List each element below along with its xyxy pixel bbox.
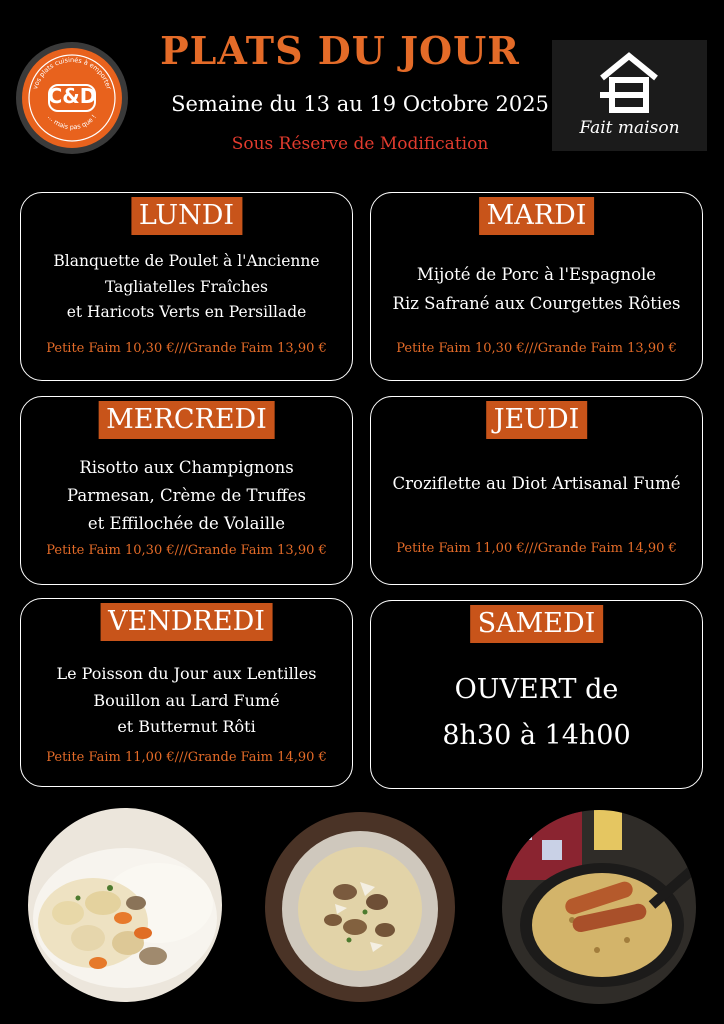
page-title: PLATS DU JOUR — [160, 28, 520, 73]
dish-line: Mijoté de Porc à l'Espagnole — [416, 265, 657, 284]
day-card-lundi — [20, 192, 353, 381]
day-label-samedi: SAMEDI — [470, 605, 604, 643]
day-label-vendredi: VENDREDI — [100, 603, 273, 641]
day-label-jeudi: JEUDI — [486, 401, 588, 439]
day-label-mardi: MARDI — [479, 197, 595, 235]
logo-tagline-top: vos plats cuisinés à emporter — [31, 55, 113, 91]
day-card-jeudi — [370, 396, 703, 585]
dish-line: Croziflette au Diot Artisanal Fumé — [392, 474, 681, 493]
dish-line: Tagliatelles Fraîches — [105, 277, 268, 296]
dish-mercredi — [21, 454, 352, 538]
price-lundi: Petite Faim 10,30 €///Grande Faim 13,90 € — [46, 341, 327, 356]
dish-line: et Effilochée de Volaille — [87, 514, 286, 533]
dish-line: et Butternut Rôti — [117, 717, 256, 736]
opening-line: OUVERT de — [454, 674, 619, 705]
day-card-mercredi — [20, 396, 353, 585]
logo-disc — [22, 48, 122, 148]
dish-line: Le Poisson du Jour aux Lentilles — [56, 664, 317, 683]
opening-hours — [371, 667, 702, 759]
week-subtitle: Semaine du 13 au 19 Octobre 2025 — [171, 92, 549, 116]
fait-maison-text: Fait maison — [579, 118, 680, 138]
dish-line: Blanquette de Poulet à l'Ancienne — [53, 252, 320, 270]
dish-jeudi — [371, 469, 702, 498]
price-mardi: Petite Faim 10,30 €///Grande Faim 13,90 € — [396, 341, 677, 356]
logo-tagline-bottom: ... mais pas que ! — [46, 113, 98, 132]
day-card-samedi — [370, 600, 703, 789]
fait-maison-badge — [552, 40, 707, 151]
dish-mardi — [371, 260, 702, 318]
opening-line: 8h30 à 14h00 — [442, 720, 631, 751]
day-card-vendredi — [20, 598, 353, 787]
day-card-mardi — [370, 192, 703, 381]
risotto-photo — [265, 812, 455, 1002]
blanquette-photo — [28, 808, 222, 1002]
house-icon — [572, 50, 687, 120]
svg-text:... mais pas que ! — [46, 113, 98, 131]
day-label-mercredi: MERCREDI — [98, 401, 275, 439]
dish-vendredi — [21, 661, 352, 741]
modification-notice: Sous Réserve de Modification — [231, 134, 489, 154]
price-vendredi: Petite Faim 11,00 €///Grande Faim 14,90 € — [46, 750, 327, 765]
dish-line: Bouillon au Lard Fumé — [93, 690, 280, 710]
dish-lundi — [21, 249, 352, 326]
restaurant-logo — [16, 42, 128, 154]
logo-brand: C&D — [47, 84, 97, 108]
dish-line: Risotto aux Champignons — [79, 458, 294, 477]
dish-line: Riz Safrané aux Courgettes Rôties — [392, 294, 681, 313]
price-jeudi: Petite Faim 11,00 €///Grande Faim 14,90 € — [396, 541, 677, 556]
price-mercredi: Petite Faim 10,30 €///Grande Faim 13,90 € — [46, 543, 327, 558]
day-label-lundi: LUNDI — [131, 197, 242, 235]
croziflette-photo — [502, 810, 696, 1004]
dish-line: Parmesan, Crème de Truffes — [67, 486, 306, 505]
dish-line: et Haricots Verts en Persillade — [66, 303, 307, 321]
